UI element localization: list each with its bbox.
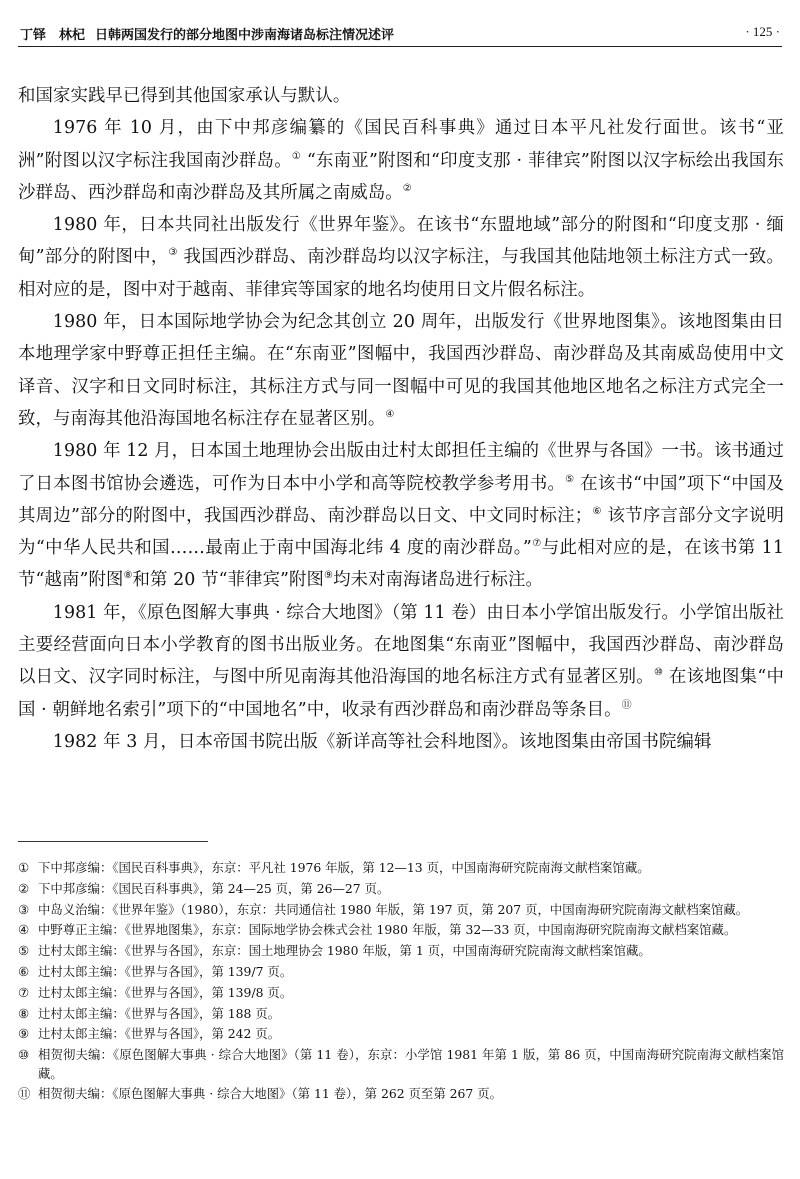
- footnote-item: [18, 1085, 784, 1104]
- paragraph-text: “东南亚”附图和“印度支那 · 菲律宾”附图以汉字标绘出我国东沙群岛、西沙群岛和南沙群岛及其所属之南威岛。: [18, 150, 784, 203]
- paragraph-text: 我国西沙群岛、南沙群岛均以汉字标注，与我国其他陆地领土标注方式一致。相对应的是，图中对于越南、菲律宾等国家的地名均使用日文片假名标注。: [18, 247, 784, 300]
- paragraph-text: 与此相对应的是，在该书第 11 节“越南”附图: [18, 538, 784, 591]
- footnote-item: [18, 1025, 784, 1044]
- footnote-text: 辻村太郎主编：《世界与各国》，第 188 页。: [38, 1005, 281, 1021]
- article-body: [18, 80, 784, 758]
- footnote-number: ⑨: [18, 1026, 30, 1042]
- footnote-text: 相贺彻夫编：《原色图解大事典 · 综合大地图》（第 11 卷），第 262 页至第 267 页。: [38, 1086, 503, 1102]
- footnote-item: [18, 921, 784, 940]
- running-header: [18, 20, 782, 47]
- footnote-marker: ⑤: [565, 473, 575, 485]
- footnotes: [18, 859, 784, 1106]
- footnote-number: ⑥: [18, 963, 30, 979]
- body-paragraph: [18, 726, 784, 758]
- footnote-marker: ③: [168, 247, 178, 259]
- footnote-item: [18, 963, 784, 982]
- footnote-marker: ⑧: [123, 570, 133, 582]
- footnote-marker: ⑩: [653, 667, 664, 679]
- footnote-number: ①: [18, 860, 30, 875]
- footnote-item: [18, 984, 784, 1003]
- footnote-number: ③: [18, 901, 30, 917]
- footnote-number: ⑦: [18, 984, 30, 1000]
- footnote-number: ⑧: [18, 1005, 30, 1021]
- paragraph-text: 1976 年 10 月，由下中邦彦编纂的《国民百科事典》通过日本平凡社发行面世。该书“亚洲”附图以汉字标注我国南沙群岛。: [18, 118, 784, 171]
- footnote-number: ②: [18, 880, 30, 896]
- body-paragraph: [18, 112, 784, 209]
- page-number: · 125 ·: [745, 24, 780, 39]
- body-paragraph: [18, 306, 784, 435]
- header-title: 日韩两国发行的部分地图中涉南海诸岛标注情况述评: [95, 28, 395, 43]
- footnote-item: [18, 901, 784, 920]
- footnote-divider: [18, 841, 208, 842]
- paragraph-text: 1980 年 12 月，日本国土地理协会出版由辻村太郎担任主编的《世界与各国》一书。该书通过了日本图书馆协会遴选，可作为日本中小学和高等院校教学参考用书。: [18, 441, 784, 494]
- body-paragraph: [18, 209, 784, 306]
- header-left: [20, 24, 394, 43]
- footnote-text: 辻村太郎主编：《世界与各国》，第 139/8 页。: [38, 984, 293, 1000]
- body-paragraph: [18, 435, 784, 596]
- footnote-marker: ⑥: [592, 506, 602, 518]
- footnote-text: 相贺彻夫编：《原色图解大事典 · 综合大地图》（第 11 卷），东京：小学馆 1981 年第 1 版，第 86 页，中国南海研究院南海文献档案馆藏。: [38, 1047, 784, 1081]
- paragraph-text: 1980 年，日本国际地学协会为纪念其创立 20 周年，出版发行《世界地图集》。该地图集由日本地理学家中野尊正担任主编。在“东南亚”图幅中，我国西沙群岛、南沙群岛及其南威岛使用中文译音、汉字和日文同时标注，其标注方式与同一图幅中可见的我国其他地区地名之标注方式完全一致，与南海其他沿海国地名标注存在显著区别。: [18, 312, 784, 429]
- paragraph-text: 1980 年，日本共同社出版发行《世界年鉴》。在该书“东盟地域”部分的附图和“印度支那 · 缅甸”部分的附图中，: [18, 215, 784, 268]
- footnote-text: 下中邦彦编：《国民百科事典》，第 24—25 页，第 26—27 页。: [38, 880, 390, 896]
- paragraph-text: 均未对南海诸岛进行标注。: [333, 570, 543, 591]
- footnote-marker: ⑨: [324, 570, 334, 582]
- footnote-text: 中野尊正主编：《世界地图集》，东京：国际地学协会株式会社 1980 年版，第 32—33 页，中国南海研究院南海文献档案馆藏。: [38, 922, 737, 938]
- footnote-item: [18, 880, 784, 899]
- footnote-marker: ⑪: [621, 699, 632, 711]
- footnote-text: 辻村太郎主编：《世界与各国》，第 139/7 页。: [38, 963, 293, 979]
- footnote-number: ⑤: [18, 943, 30, 959]
- paragraph-text: 1982 年 3 月，日本帝国书院出版《新详高等社会科地图》。该地图集由帝国书院编辑: [52, 731, 712, 752]
- footnote-number: ④: [18, 922, 30, 938]
- footnote-text: 中岛义治编：《世界年鉴》（1980），东京：共同通信社 1980 年版，第 197 页，第 207 页，中国南海研究院南海文献档案馆藏。: [38, 901, 749, 917]
- footnote-marker: ④: [385, 409, 395, 421]
- footnote-marker: ⑦: [531, 538, 542, 550]
- body-paragraph: [18, 597, 784, 726]
- paragraph-text: 和国家实践早已得到其他国家承认与默认。: [18, 86, 351, 106]
- paragraph-text: 在该书“中国”项下“中国及其周边”部分的附图中，我国西沙群岛、南沙群岛以日文、中文同时标注；: [18, 473, 784, 526]
- footnote-text: 辻村太郎主编：《世界与各国》，东京：国土地理协会 1980 年版，第 1 页，中国南海研究院南海文献档案馆藏。: [38, 943, 651, 959]
- footnote-number: ⑪: [18, 1086, 31, 1102]
- footnote-marker: ①: [291, 150, 302, 162]
- footnote-item: [18, 942, 784, 961]
- paragraph-text: 该节序言部分文字说明为“中华人民共和国……最南止于南中国海北纬 4 度的南沙群岛。”: [18, 505, 784, 559]
- footnote-item: [18, 1005, 784, 1024]
- footnote-item: [18, 859, 784, 878]
- footnote-item: [18, 1046, 784, 1083]
- footnote-text: 辻村太郎主编：《世界与各国》，第 242 页。: [38, 1026, 281, 1042]
- paragraph-text: 1981 年，《原色图解大事典 · 综合大地图》（第 11 卷）由日本小学馆出版发行。小学馆出版社主要经营面向日本小学教育的图书出版业务。在地图集“东南亚”图幅中，我国西沙群岛、南沙群岛以日文、汉字同时标注，与图中所见南海其他沿海国的地名标注方式有显著区别。: [18, 602, 784, 688]
- footnote-text: 下中邦彦编：《国民百科事典》，东京：平凡社 1976 年版，第 12—13 页，中国南海研究院南海文献档案馆藏。: [38, 860, 650, 875]
- body-paragraph: [18, 80, 784, 112]
- header-authors: 丁铎 林杞: [20, 28, 86, 43]
- footnote-marker: ②: [402, 183, 412, 195]
- paragraph-text: 在该地图集“中国 · 朝鲜地名索引”项下的“中国地名”中，收录有西沙群岛和南沙群岛等条目。: [18, 667, 784, 720]
- footnote-number: ⑩: [18, 1047, 30, 1063]
- paragraph-text: 和第 20 节“菲律宾”附图: [132, 570, 325, 591]
